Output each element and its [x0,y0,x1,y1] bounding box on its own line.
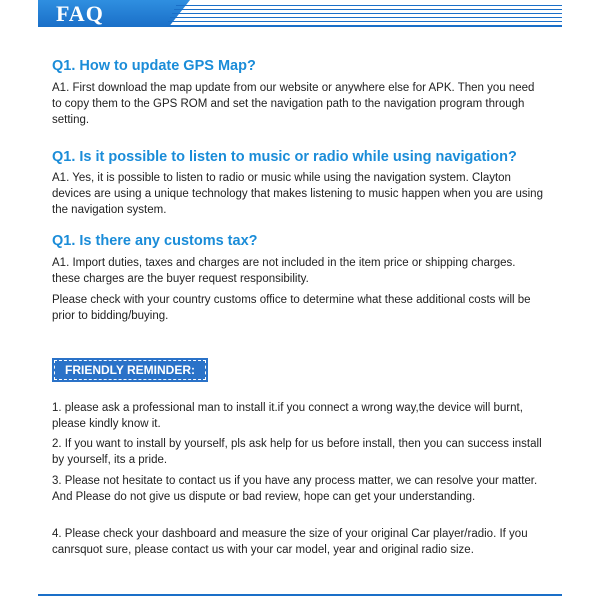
faq-question: Q1. How to update GPS Map? [52,58,256,74]
faq-answer: A1. Import duties, taxes and charges are not included in the item price or shipping charges. these charges are the buyer request responsibility. [52,257,516,285]
friendly-reminder-label: FRIENDLY REMINDER: [54,360,206,380]
faq-answer: Please check with your country customs office to determine what these additional costs will be prior to bidding/buying. [52,294,531,322]
reminder-item: 2. If you want to install by yourself, pls ask help for us before install, then you can success install by yourself, its a pride. [52,438,542,466]
header-stripe [176,5,562,6]
faq-header [0,0,600,32]
reminder-item: 1. please ask a professional man to install it.if you connect a wrong way,the device will burnt, please kindly know it. [52,402,523,430]
reminder-item: 3. Please not hesitate to contact us if you have any process matter, we can resolve your matter. And Please do not give us dispute or bad review, hope can get your understanding. [52,475,538,503]
faq-answer: A1. Yes, it is possible to listen to radio or music while using the navigation system. Clayton devices are using a unique technology that makes listening to music happen when you are using the navigation system. [52,172,543,216]
friendly-reminder-badge [52,358,208,382]
faq-question: Q1. Is it possible to listen to music or radio while using navigation? [52,149,517,165]
header-stripe [166,25,562,27]
header-stripe [174,9,562,10]
faq-answer: A1. First download the map update from our website or anywhere else for APK. Then you need to copy them to the GPS ROM and set the navigation path to the navigation program through setting. [52,82,535,126]
header-stripe [172,13,562,14]
bottom-divider [38,594,562,596]
reminder-item: 4. Please check your dashboard and measure the size of your original Car player/radio. If you canrsquot sure, please contact us with your car model, year and original radio size. [52,528,528,556]
faq-question: Q1. Is there any customs tax? [52,233,258,249]
header-title: FAQ [56,1,104,26]
header-stripe [168,21,562,22]
header-stripe [170,17,562,18]
